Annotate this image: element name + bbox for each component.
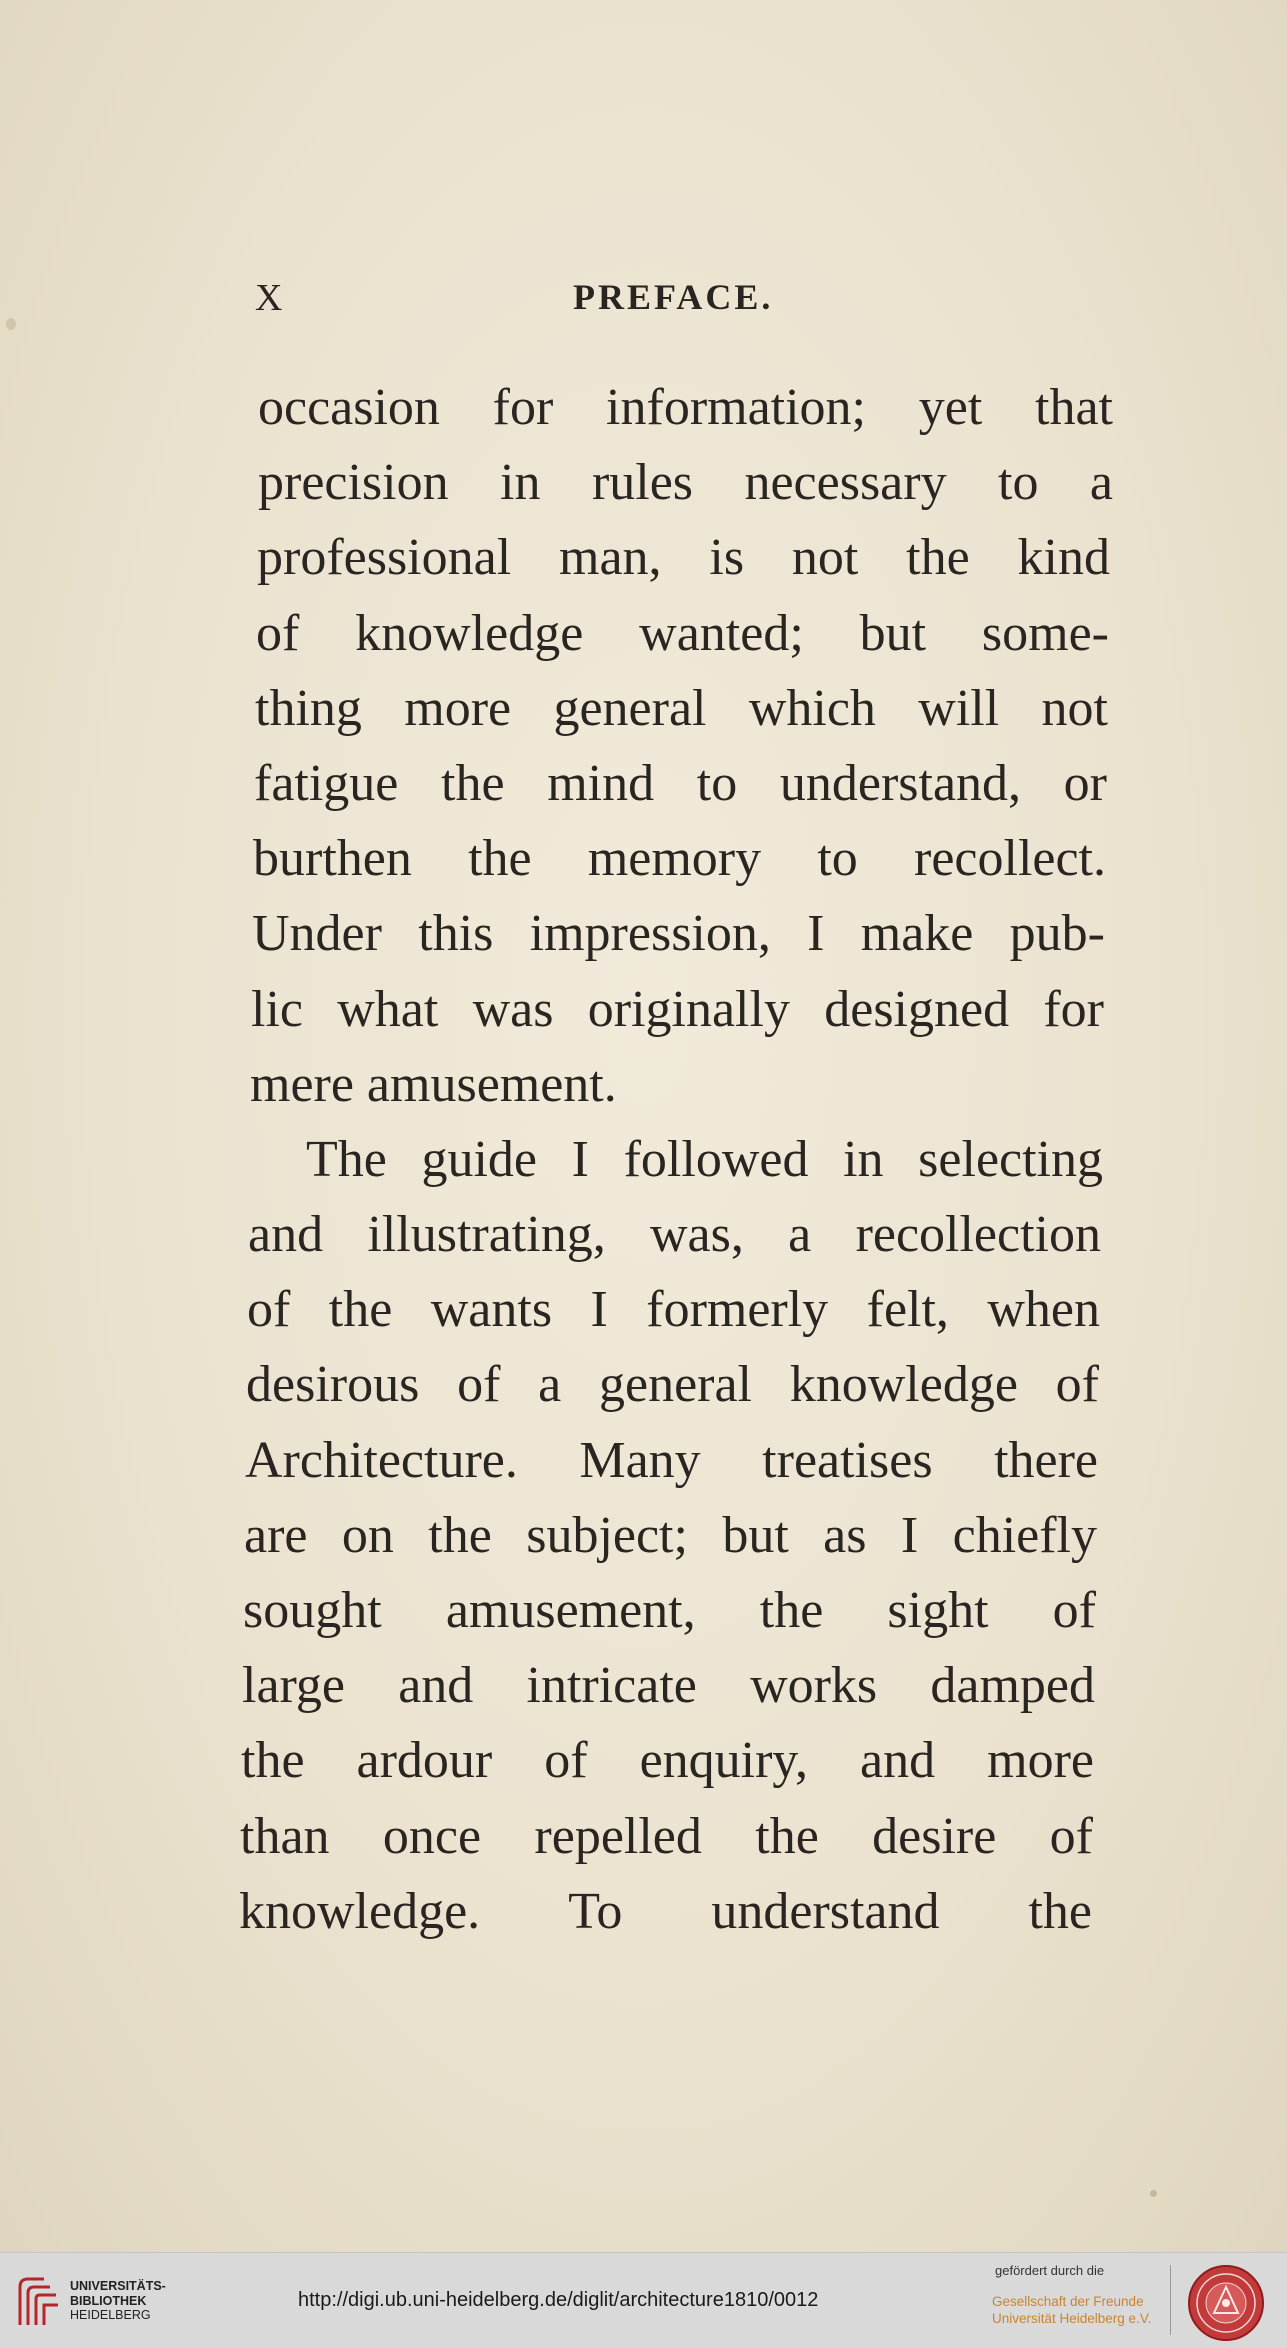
- sponsor-name-line: Gesellschaft der Freunde: [992, 2294, 1144, 2309]
- page-number: X: [255, 277, 285, 319]
- text-line: The guide I followed in selecting: [306, 1130, 1103, 1188]
- paper-stain: [1150, 2190, 1157, 2197]
- text-line: of knowledge wanted; but some-: [256, 604, 1109, 662]
- text-line: desirous of a general knowledge of: [246, 1356, 1099, 1414]
- library-logo-icon: [14, 2273, 64, 2333]
- text-line: thing more general which will not: [255, 679, 1108, 737]
- text-line: sought amusement, the sight of: [243, 1582, 1096, 1639]
- text-line: the ardour of enquiry, and more: [241, 1732, 1094, 1790]
- text-line: mere amusement.: [250, 1055, 617, 1113]
- text-line: of the wants I formerly felt, when: [247, 1281, 1100, 1339]
- sponsor-name-line: Universität Heidelberg e.V.: [992, 2311, 1152, 2326]
- text-line: knowledge. To understand the: [239, 1882, 1092, 1940]
- text-line: are on the subject; but as I chiefly: [244, 1506, 1097, 1564]
- library-name-line: BIBLIOTHEK: [70, 2293, 147, 2308]
- sponsor-name: [992, 2293, 1151, 2327]
- page-header: [255, 276, 795, 326]
- sponsor-intro: gefördert durch die: [995, 2263, 1105, 2278]
- library-name-line: UNIVERSITÄTS-: [70, 2279, 166, 2293]
- library-name: [70, 2279, 166, 2323]
- permalink-url[interactable]: http://digi.ub.uni-heidelberg.de/diglit/architecture1810/0012: [298, 2289, 819, 2311]
- text-line: Architecture. Many treatises there: [245, 1431, 1098, 1489]
- text-line: lic what was originally designed for: [251, 980, 1104, 1038]
- text-line: Under this impression, I make pub-: [252, 905, 1105, 963]
- text-line: large and intricate works damped: [242, 1657, 1095, 1715]
- text-line: than once repelled the desire of: [240, 1807, 1093, 1865]
- university-seal-icon: [1186, 2263, 1266, 2343]
- text-line: burthen the memory to recollect.: [253, 830, 1106, 888]
- text-line: fatigue the mind to understand, or: [254, 754, 1107, 812]
- footer-divider: [1170, 2265, 1171, 2335]
- running-head: PREFACE.: [573, 277, 774, 317]
- text-line: professional man, is not the kind: [257, 529, 1110, 587]
- paper-stain: [6, 318, 16, 330]
- text-line: precision in rules necessary to a: [258, 454, 1113, 512]
- body-text: [239, 370, 1113, 1949]
- footer-bar: [0, 2252, 1287, 2348]
- text-line: occasion for information; yet that: [258, 379, 1113, 436]
- library-name-line: HEIDELBERG: [70, 2308, 151, 2322]
- text-line: and illustrating, was, a recollection: [248, 1206, 1101, 1264]
